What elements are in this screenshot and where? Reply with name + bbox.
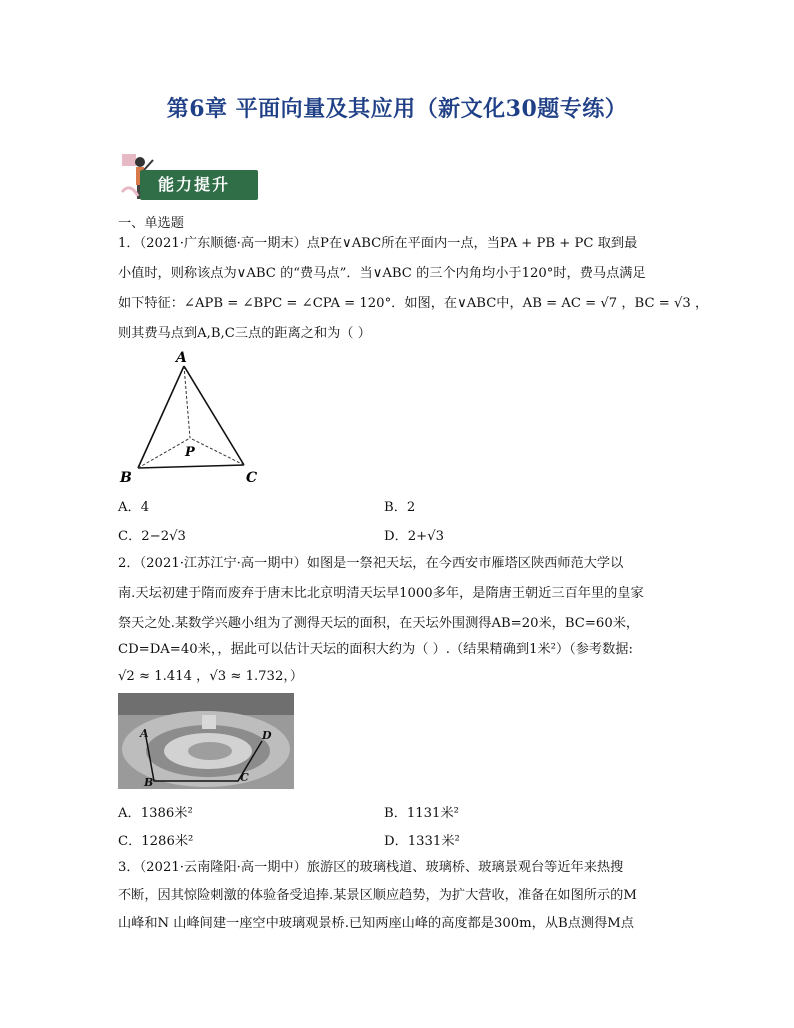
vertex-b-label: B <box>120 470 132 486</box>
photo-label-c: C <box>240 771 249 784</box>
q1-option-c: C．2−2√3 <box>118 529 186 544</box>
altar-photo <box>118 693 294 789</box>
q3-line-2: 不断，因其惊险刺激的体验备受追捧.某景区顺应趋势，为扩大营收，准备在如图所示的M <box>118 888 637 903</box>
q3-line-3: 山峰和N 山峰间建一座空中玻璃观景桥.已知两座山峰的高度都是300m，从B点测得M点 <box>118 916 634 931</box>
page-title: 第6章 平面向量及其应用（新文化30题专练） <box>166 96 628 122</box>
q3-line-1: 3．（2021·云南隆阳·高一期中）旅游区的玻璃栈道、玻璃桥、玻璃景观台等近年来热搜 <box>118 860 624 875</box>
q2-line-2: 南.天坛初建于隋而废弃于唐末比北京明清天坛早1000多年，是隋唐王朝近三百年里的皇家 <box>118 586 644 601</box>
vertex-c-label: C <box>246 470 258 486</box>
q1-line-3: 如下特征：∠APB = ∠BPC = ∠CPA = 120°．如图，在∨ABC中，AB = AC = √7 ，BC = √3 ， <box>118 296 709 311</box>
q2-line-4: CD=DA=40米，，据此可以估计天坛的面积大约为（ ）.（结果精确到1米²）（参考数据: <box>118 642 633 657</box>
q1-line-2: 小值时，则称该点为∨ABC 的“费马点”．当∨ABC 的三个内角均小于120°时，费马点满足 <box>118 266 646 281</box>
section-badge <box>120 152 260 204</box>
q2-option-c: C．1286米² <box>118 834 194 849</box>
section-heading: 一、单选题 <box>118 216 184 231</box>
q1-option-d: D．2+√3 <box>384 529 444 544</box>
q2-line-3: 祭天之处.某数学兴趣小组为了测得天坛的面积，在天坛外围测得AB=20米，BC=60米， <box>118 616 640 631</box>
q2-option-b: B．1131米² <box>384 806 459 821</box>
photo-label-a: A <box>140 727 149 740</box>
badge-label: 能力提升 <box>158 175 231 194</box>
point-p-label: P <box>185 445 195 460</box>
q2-line-1: 2．（2021·江苏江宁·高一期中）如图是一祭祀天坛，在今西安市雁塔区陕西师范大学以 <box>118 556 624 571</box>
q1-option-a: A．4 <box>118 500 150 515</box>
q2-line-5: √2 ≈ 1.414 ，√3 ≈ 1.732，） <box>118 669 304 684</box>
q1-option-b: B．2 <box>384 500 416 515</box>
photo-label-d: D <box>262 729 272 742</box>
q2-option-a: A．1386米² <box>118 806 193 821</box>
q1-line-4: 则其费马点到A,B,C三点的距离之和为（ ） <box>118 326 371 341</box>
q2-option-d: D．1331米² <box>384 834 460 849</box>
photo-label-b: B <box>144 776 154 789</box>
q1-triangle-figure <box>112 348 272 488</box>
vertex-a-label: A <box>176 350 187 366</box>
q1-line-1: 1．（2021·广东顺德·高一期末）点P在∨ABC所在平面内一点，当PA + PB + PC 取到最 <box>118 236 638 251</box>
